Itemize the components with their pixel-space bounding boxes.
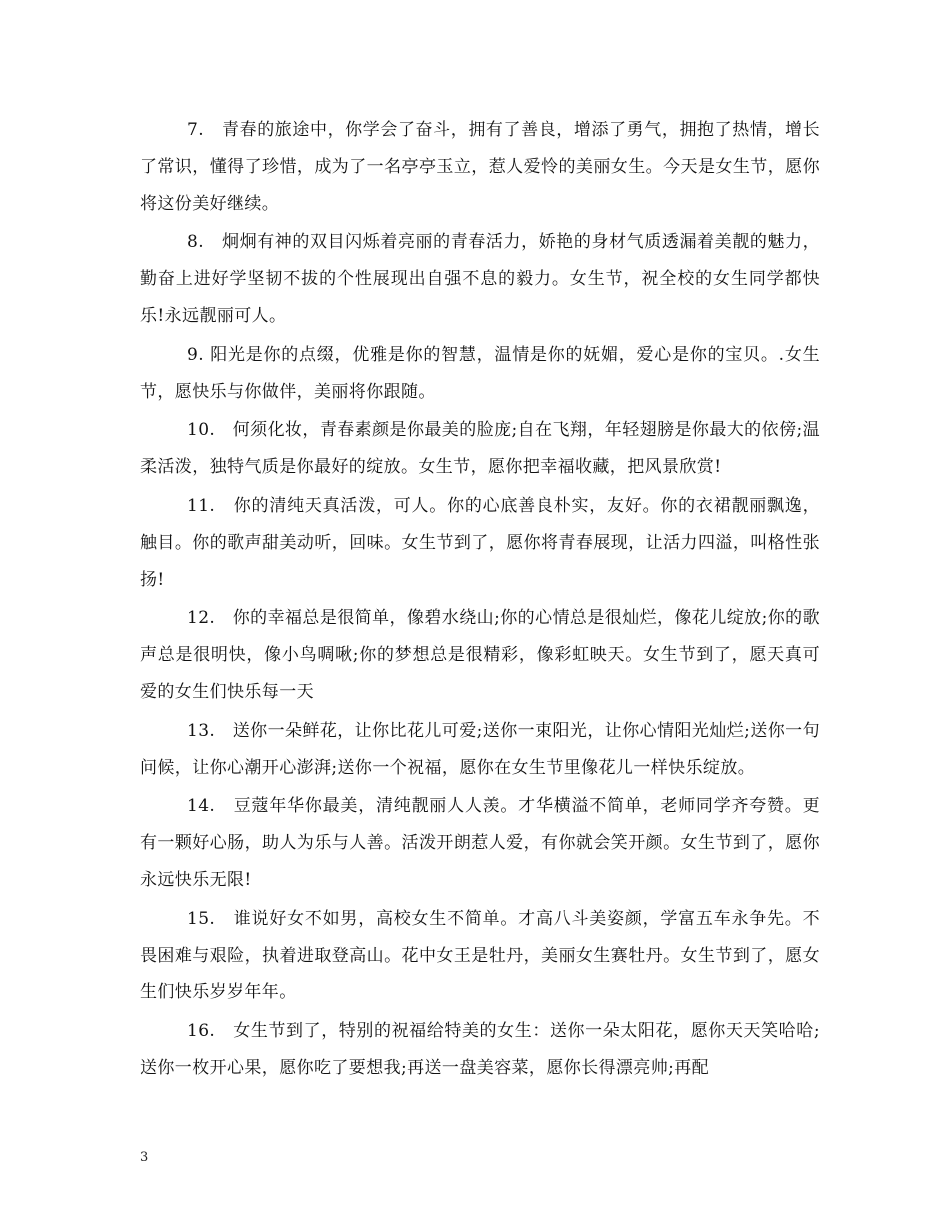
- paragraph-14: 14. 豆蔻年华你最美，清纯靓丽人人羡。才华横溢不简单，老师同学齐夸赞。更有一颗好心肠，助人为乐与人善。活泼开朗惹人爱，有你就会笑开颜。女生节到了，愿你永远快乐无限!: [140, 796, 820, 890]
- paragraph-8: 8. 炯炯有神的双目闪烁着亮丽的青春活力，娇艳的身材气质透漏着美靓的魅力，勤奋上进好学坚韧不拔的个性展现出自强不息的毅力。女生节，祝全校的女生同学都快乐!永远靓丽可人。: [140, 232, 820, 326]
- document-body: [140, 112, 820, 1089]
- page-number: 3: [140, 1150, 149, 1165]
- paragraph-7: 7. 青春的旅途中，你学会了奋斗，拥有了善良，增添了勇气，拥抱了热情，增长了常识，懂得了珍惜，成为了一名亭亭玉立，惹人爱怜的美丽女生。今天是女生节，愿你将这份美好继续。: [140, 120, 820, 214]
- paragraph-12: 12. 你的幸福总是很简单，像碧水绕山;你的心情总是很灿烂，像花儿绽放;你的歌声总是很明快，像小鸟啁啾;你的梦想总是很精彩，像彩虹映天。女生节到了，愿天真可爱的女生们快乐每一天: [140, 608, 820, 702]
- paragraph-10: 10. 何须化妆，青春素颜是你最美的脸庞;自在飞翔，年轻翅膀是你最大的依傍;温柔活泼，独特气质是你最好的绽放。女生节，愿你把幸福收藏，把风景欣赏!: [140, 420, 820, 478]
- paragraph-13: 13. 送你一朵鲜花，让你比花儿可爱;送你一束阳光，让你心情阳光灿烂;送你一句问候，让你心潮开心澎湃;送你一个祝福，愿你在女生节里像花儿一样快乐绽放。: [140, 720, 820, 778]
- paragraph-9: 9. 阳光是你的点缀，优雅是你的智慧，温情是你的妩媚，爱心是你的宝贝。.女生节，愿快乐与你做伴，美丽将你跟随。: [140, 344, 820, 402]
- paragraph-11: 11. 你的清纯天真活泼，可人。你的心底善良朴实，友好。你的衣裙靓丽飘逸，触目。你的歌声甜美动听，回味。女生节到了，愿你将青春展现，让活力四溢，叫格性张扬!: [140, 495, 820, 590]
- paragraph-16: 16. 女生节到了，特别的祝福给特美的女生：送你一朵太阳花，愿你天天笑哈哈;送你一枚开心果，愿你吃了要想我;再送一盘美容菜，愿你长得漂亮帅;再配: [140, 1021, 820, 1078]
- paragraph-15: 15. 谁说好女不如男，高校女生不简单。才高八斗美姿颜，学富五车永争先。不畏困难与艰险，执着进取登高山。花中女王是牡丹，美丽女生赛牡丹。女生节到了，愿女生们快乐岁岁年年。: [140, 908, 820, 1003]
